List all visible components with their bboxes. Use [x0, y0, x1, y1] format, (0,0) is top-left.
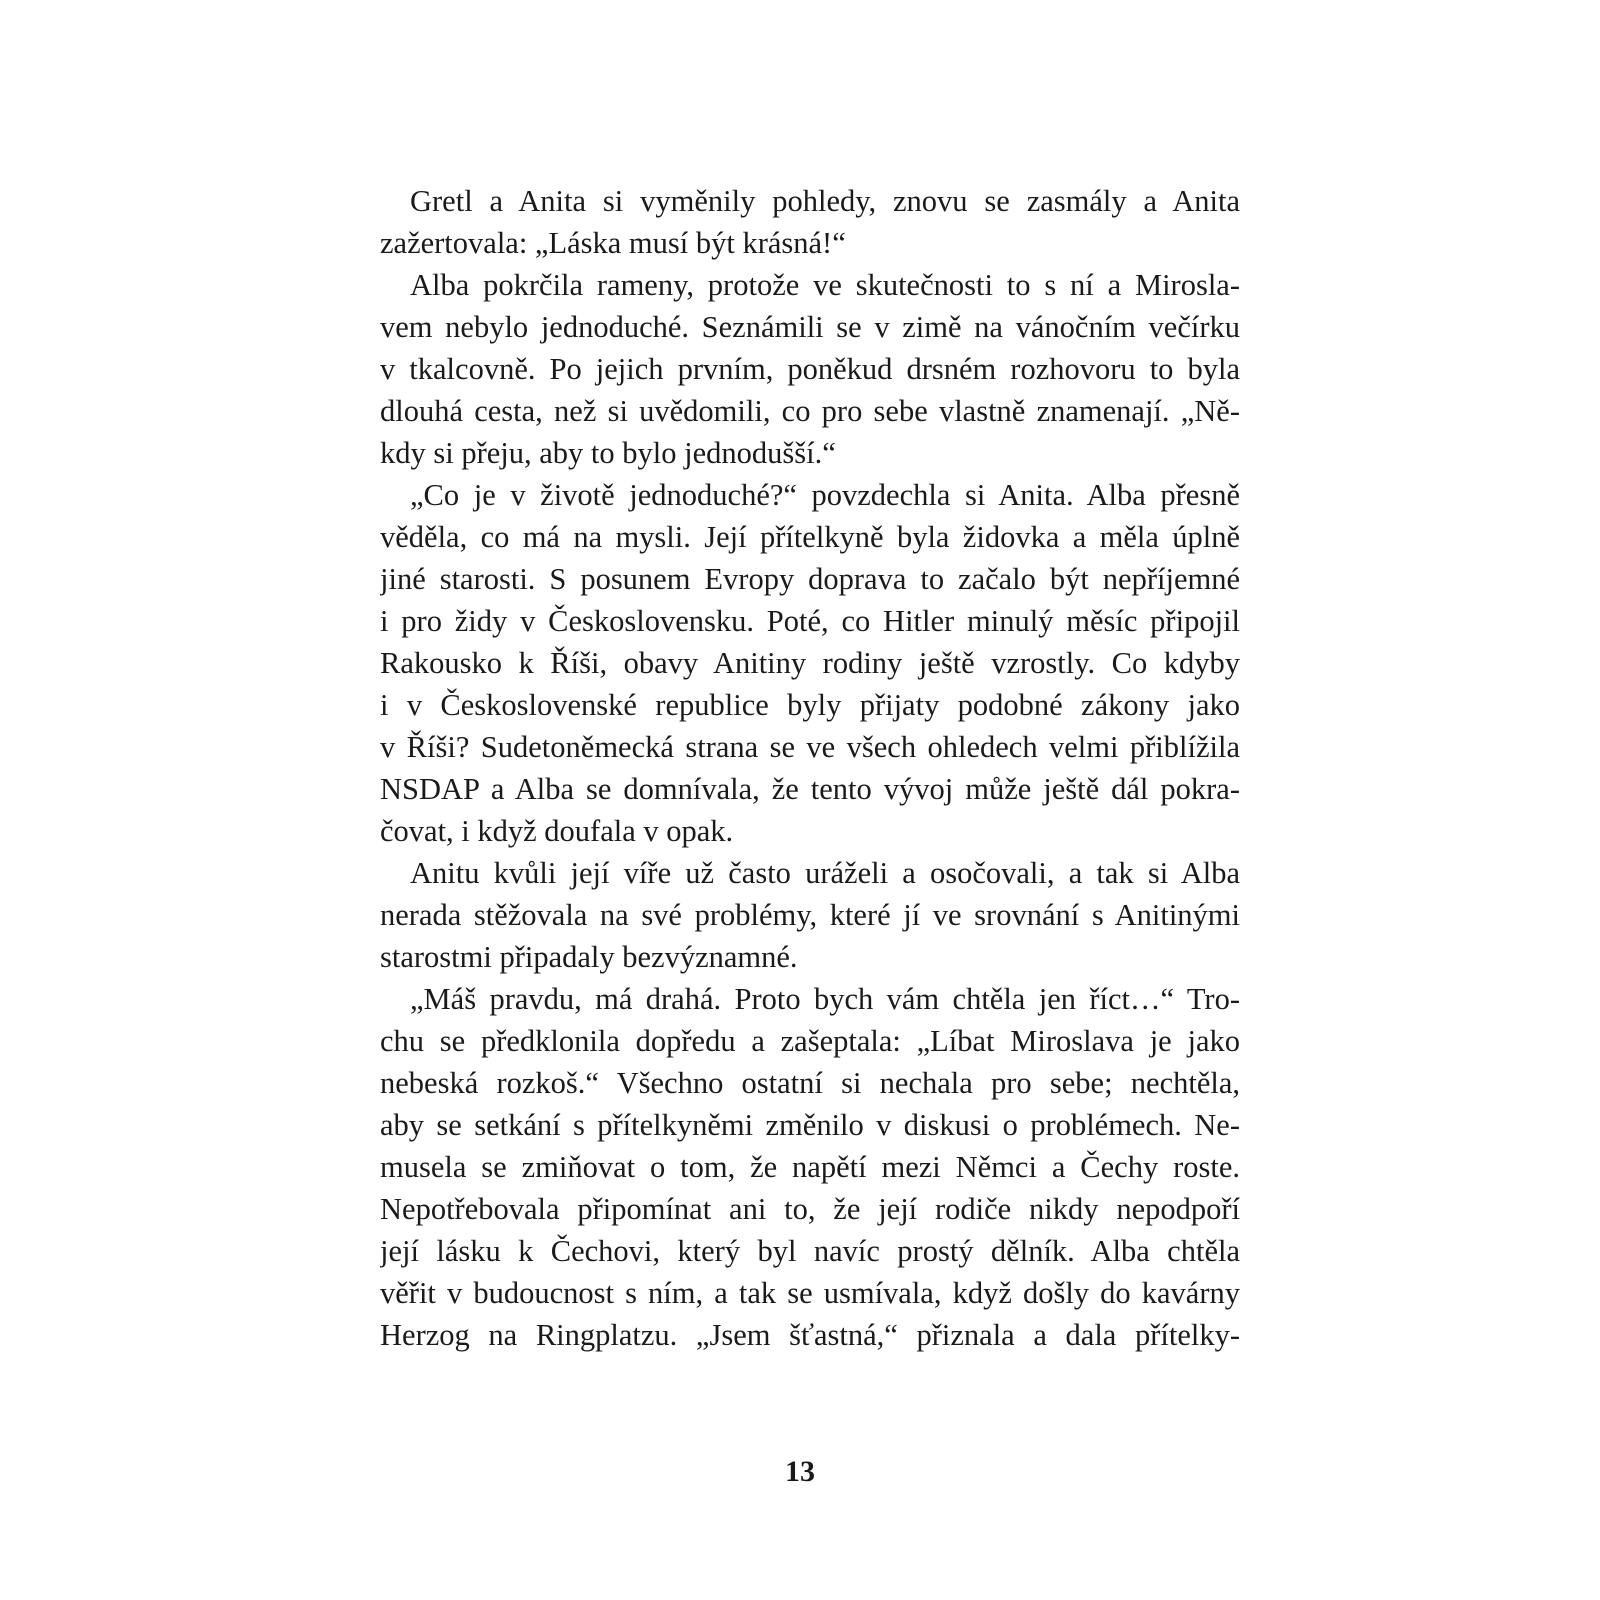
- text-line: v tkalcovně. Po jejich prvním, poněkud drsném rozhovoru to byla: [380, 352, 1240, 386]
- text-line: kdy si přeju, aby to bylo jednodušší.“: [380, 436, 836, 470]
- text-line: Gretl a Anita si vyměnily pohledy, znovu se zasmály a Anita: [410, 184, 1240, 218]
- text-line: Rakousko k Říši, obavy Anitiny rodiny ještě vzrostly. Co kdyby: [380, 646, 1240, 680]
- text-line: Anitu kvůli její víře už často uráželi a osočovali, a tak si Alba: [410, 856, 1240, 890]
- text-line: „Máš pravdu, má drahá. Proto bych vám chtěla jen říct…“ Tro-: [410, 982, 1240, 1016]
- text-line: jiné starosti. S posunem Evropy doprava to začalo být nepříjemné: [380, 562, 1240, 596]
- text-line: chu se předklonila dopředu a zašeptala: „Líbat Miroslava je jako: [380, 1024, 1240, 1058]
- text-line: musela se zmiňovat o tom, že napětí mezi Němci a Čechy roste.: [380, 1150, 1240, 1184]
- text-line: Herzog na Ringplatzu. „Jsem šťastná,“ přiznala a dala přítelky-: [380, 1318, 1240, 1352]
- text-line: věděla, co má na mysli. Její přítelkyně byla židovka a měla úplně: [380, 520, 1240, 554]
- text-line: nerada stěžovala na své problémy, které jí ve srovnání s Anitinými: [380, 898, 1240, 932]
- text-line: nebeská rozkoš.“ Všechno ostatní si nechala pro sebe; nechtěla,: [380, 1066, 1240, 1100]
- text-line: její lásku k Čechovi, který byl navíc prostý dělník. Alba chtěla: [380, 1234, 1240, 1268]
- text-line: i pro židy v Československu. Poté, co Hitler minulý měsíc připojil: [380, 604, 1240, 638]
- text-line: aby se setkání s přítelkyněmi změnilo v diskusi o problémech. Ne-: [380, 1108, 1240, 1142]
- text-line: v Říši? Sudetoněmecká strana se ve všech ohledech velmi přiblížila: [380, 730, 1240, 764]
- text-line: „Co je v životě jednoduché?“ povzdechla si Anita. Alba přesně: [410, 478, 1240, 512]
- text-line: NSDAP a Alba se domnívala, že tento vývoj může ještě dál pokra-: [380, 772, 1240, 806]
- text-line: vem nebylo jednoduché. Seznámili se v zimě na vánočním večírku: [380, 310, 1240, 344]
- text-line: čovat, i když doufala v opak.: [380, 814, 734, 848]
- text-line: věřit v budoucnost s ním, a tak se usmívala, když došly do kavárny: [380, 1276, 1240, 1310]
- text-line: zažertovala: „Láska musí být krásná!“: [380, 226, 846, 260]
- text-line: starostmi připadaly bezvýznamné.: [380, 940, 798, 974]
- page-number: 13: [785, 1455, 815, 1488]
- body-text: [380, 180, 1240, 1356]
- text-line: Alba pokrčila rameny, protože ve skutečnosti to s ní a Mirosla-: [410, 268, 1240, 302]
- text-line: Nepotřebovala připomínat ani to, že její rodiče nikdy nepodpoří: [380, 1192, 1240, 1226]
- text-line: i v Československé republice byly přijaty podobné zákony jako: [380, 688, 1240, 722]
- text-line: dlouhá cesta, než si uvědomili, co pro sebe vlastně znamenají. „Ně-: [380, 394, 1240, 428]
